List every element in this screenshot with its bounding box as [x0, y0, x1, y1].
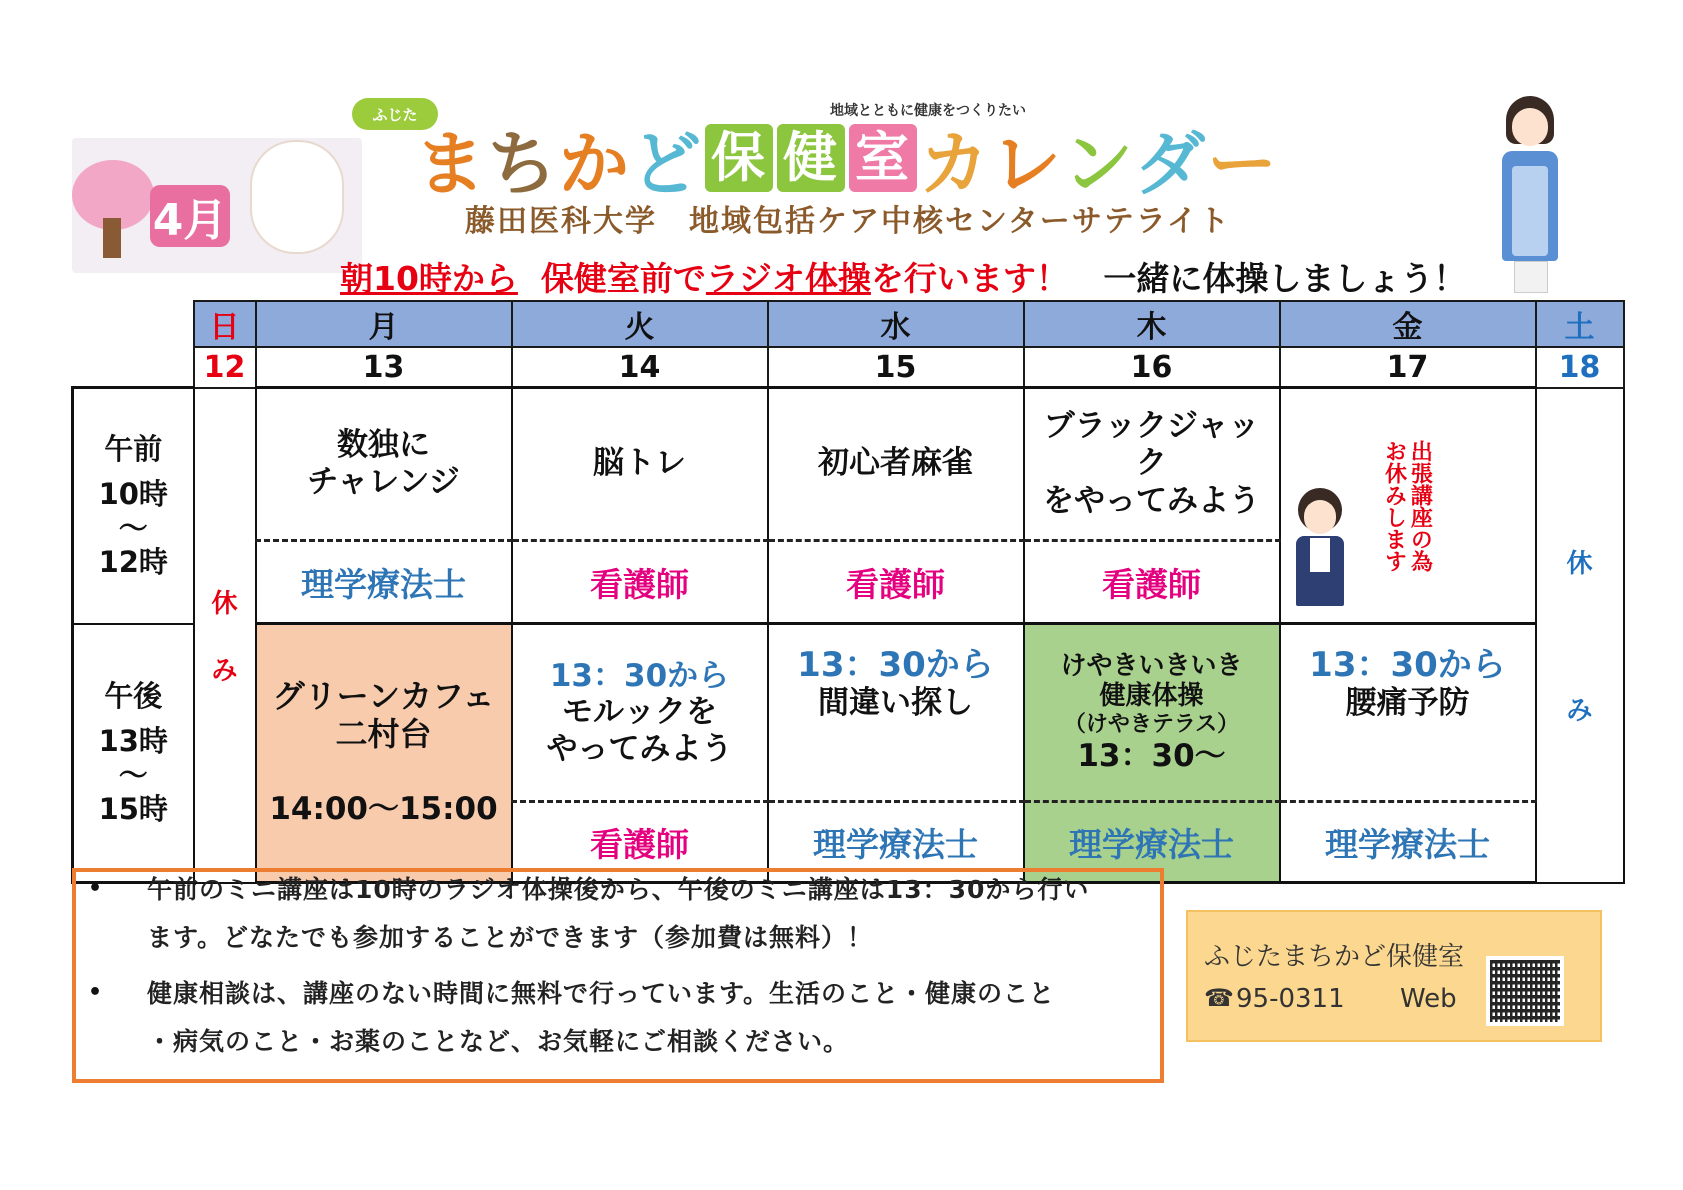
note-line-1: 午前のミニ講座は10時のラジオ体操後から、午後のミニ講座は13：30から行い	[147, 875, 1090, 904]
am-staff-wed: 看護師	[768, 541, 1024, 624]
phone-number: 95-0311	[1236, 984, 1345, 1014]
pm-time-label: 午後 13時 〜 15時	[73, 624, 194, 883]
pm-staff-wed: 理学療法士	[768, 802, 1024, 883]
radio-action: を行います！	[870, 259, 1069, 298]
bunny-icon	[250, 140, 344, 254]
tagline: 地域とともに健康をつくりたい	[830, 103, 1026, 119]
sunday-closed: 休 み	[194, 388, 256, 883]
phone-icon: ☎	[1204, 984, 1234, 1012]
radio-place: 保健室前で	[517, 259, 706, 298]
am-staff-tue: 看護師	[512, 541, 768, 624]
title-char: ち	[487, 122, 559, 205]
month-badge: 4月	[150, 185, 230, 247]
am-activity-thu: ブラックジャッ ク をやってみよう	[1024, 388, 1280, 541]
radio-invite: 一緒に体操しましょう！	[1068, 259, 1467, 298]
date-thu: 16	[1024, 347, 1280, 388]
am-activity-mon: 数独に チャレンジ	[256, 388, 512, 541]
pm-activity-wed: 13：30から 間違い探し	[768, 624, 1024, 802]
pm-staff-thu: 理学療法士	[1024, 802, 1280, 883]
title-char: か	[559, 122, 631, 205]
day-header-fri: 金	[1280, 301, 1536, 347]
radio-time: 朝10時から	[340, 259, 518, 298]
pm-activity-thu: けやきいきいき 健康体操 （けやきテラス） 13：30〜	[1024, 624, 1280, 802]
brand-tag: ふじた	[352, 98, 438, 130]
title-char: ー	[1207, 122, 1279, 205]
radio-exercise-label: ラジオ体操	[705, 259, 871, 298]
pm-activity-fri: 13：30から 腰痛予防	[1280, 624, 1536, 802]
date-sun: 12	[194, 347, 256, 388]
title-char: ま	[415, 122, 487, 205]
title-char: 室	[849, 124, 917, 192]
note-line-4: ・病気のこと・お薬のことなど、お気軽にご相談ください。	[147, 1027, 850, 1056]
title-char: ダ	[1135, 122, 1207, 205]
date-mon: 13	[256, 347, 512, 388]
title-char: 健	[777, 124, 845, 192]
contact-name: ふじたまちかど保健室	[1204, 942, 1465, 972]
date-fri: 17	[1280, 347, 1536, 388]
pm-staff-tue: 看護師	[512, 802, 768, 883]
am-activity-tue: 脳トレ	[512, 388, 768, 541]
day-header-mon: 月	[256, 301, 512, 347]
qr-code-icon[interactable]	[1486, 956, 1564, 1026]
date-sat: 18	[1536, 347, 1624, 388]
am-time-label: 午前 10時 〜 12時	[73, 388, 194, 624]
note-line-3: 健康相談は、講座のない時間に無料で行っています。生活のこと・健康のこと	[147, 979, 1056, 1008]
note-line-2: ます。どなたでも参加することができます（参加費は無料）！	[147, 923, 874, 952]
saturday-closed: 休 み	[1536, 388, 1624, 883]
day-header-thu: 木	[1024, 301, 1280, 347]
am-fri-closed: 出張講座の為 お休みします	[1280, 388, 1536, 624]
staff-bowing-illustration	[1290, 488, 1350, 618]
am-activity-wed: 初心者麻雀	[768, 388, 1024, 541]
title-char: 保	[705, 124, 773, 192]
tree-trunk	[103, 218, 121, 258]
calendar-table	[71, 300, 1625, 884]
bullet: •	[88, 876, 103, 901]
day-header-sun: 日	[194, 301, 256, 347]
pm-activity-mon: グリーンカフェ 二村台 14:00〜15:00	[256, 624, 512, 883]
contact-box	[1186, 910, 1602, 1042]
am-staff-thu: 看護師	[1024, 541, 1280, 624]
bullet: •	[88, 980, 103, 1005]
day-header-sat: 土	[1536, 301, 1624, 347]
subtitle: 藤田医科大学 地域包括ケア中核センターサテライト	[465, 204, 1231, 239]
title-char: レ	[991, 122, 1063, 205]
nurse-illustration	[1490, 96, 1570, 291]
am-staff-mon: 理学療法士	[256, 541, 512, 624]
day-header-tue: 火	[512, 301, 768, 347]
date-tue: 14	[512, 347, 768, 388]
date-wed: 15	[768, 347, 1024, 388]
radio-exercise-notice	[340, 253, 1466, 300]
title-char: ど	[631, 122, 703, 205]
title-char: カ	[919, 122, 991, 205]
web-label: Web	[1400, 984, 1457, 1014]
pm-activity-tue: 13：30から モルックを やってみよう	[512, 624, 768, 802]
page-title	[415, 118, 1279, 205]
pm-staff-fri: 理学療法士	[1280, 802, 1536, 883]
title-char: ン	[1063, 122, 1135, 205]
day-header-wed: 水	[768, 301, 1024, 347]
